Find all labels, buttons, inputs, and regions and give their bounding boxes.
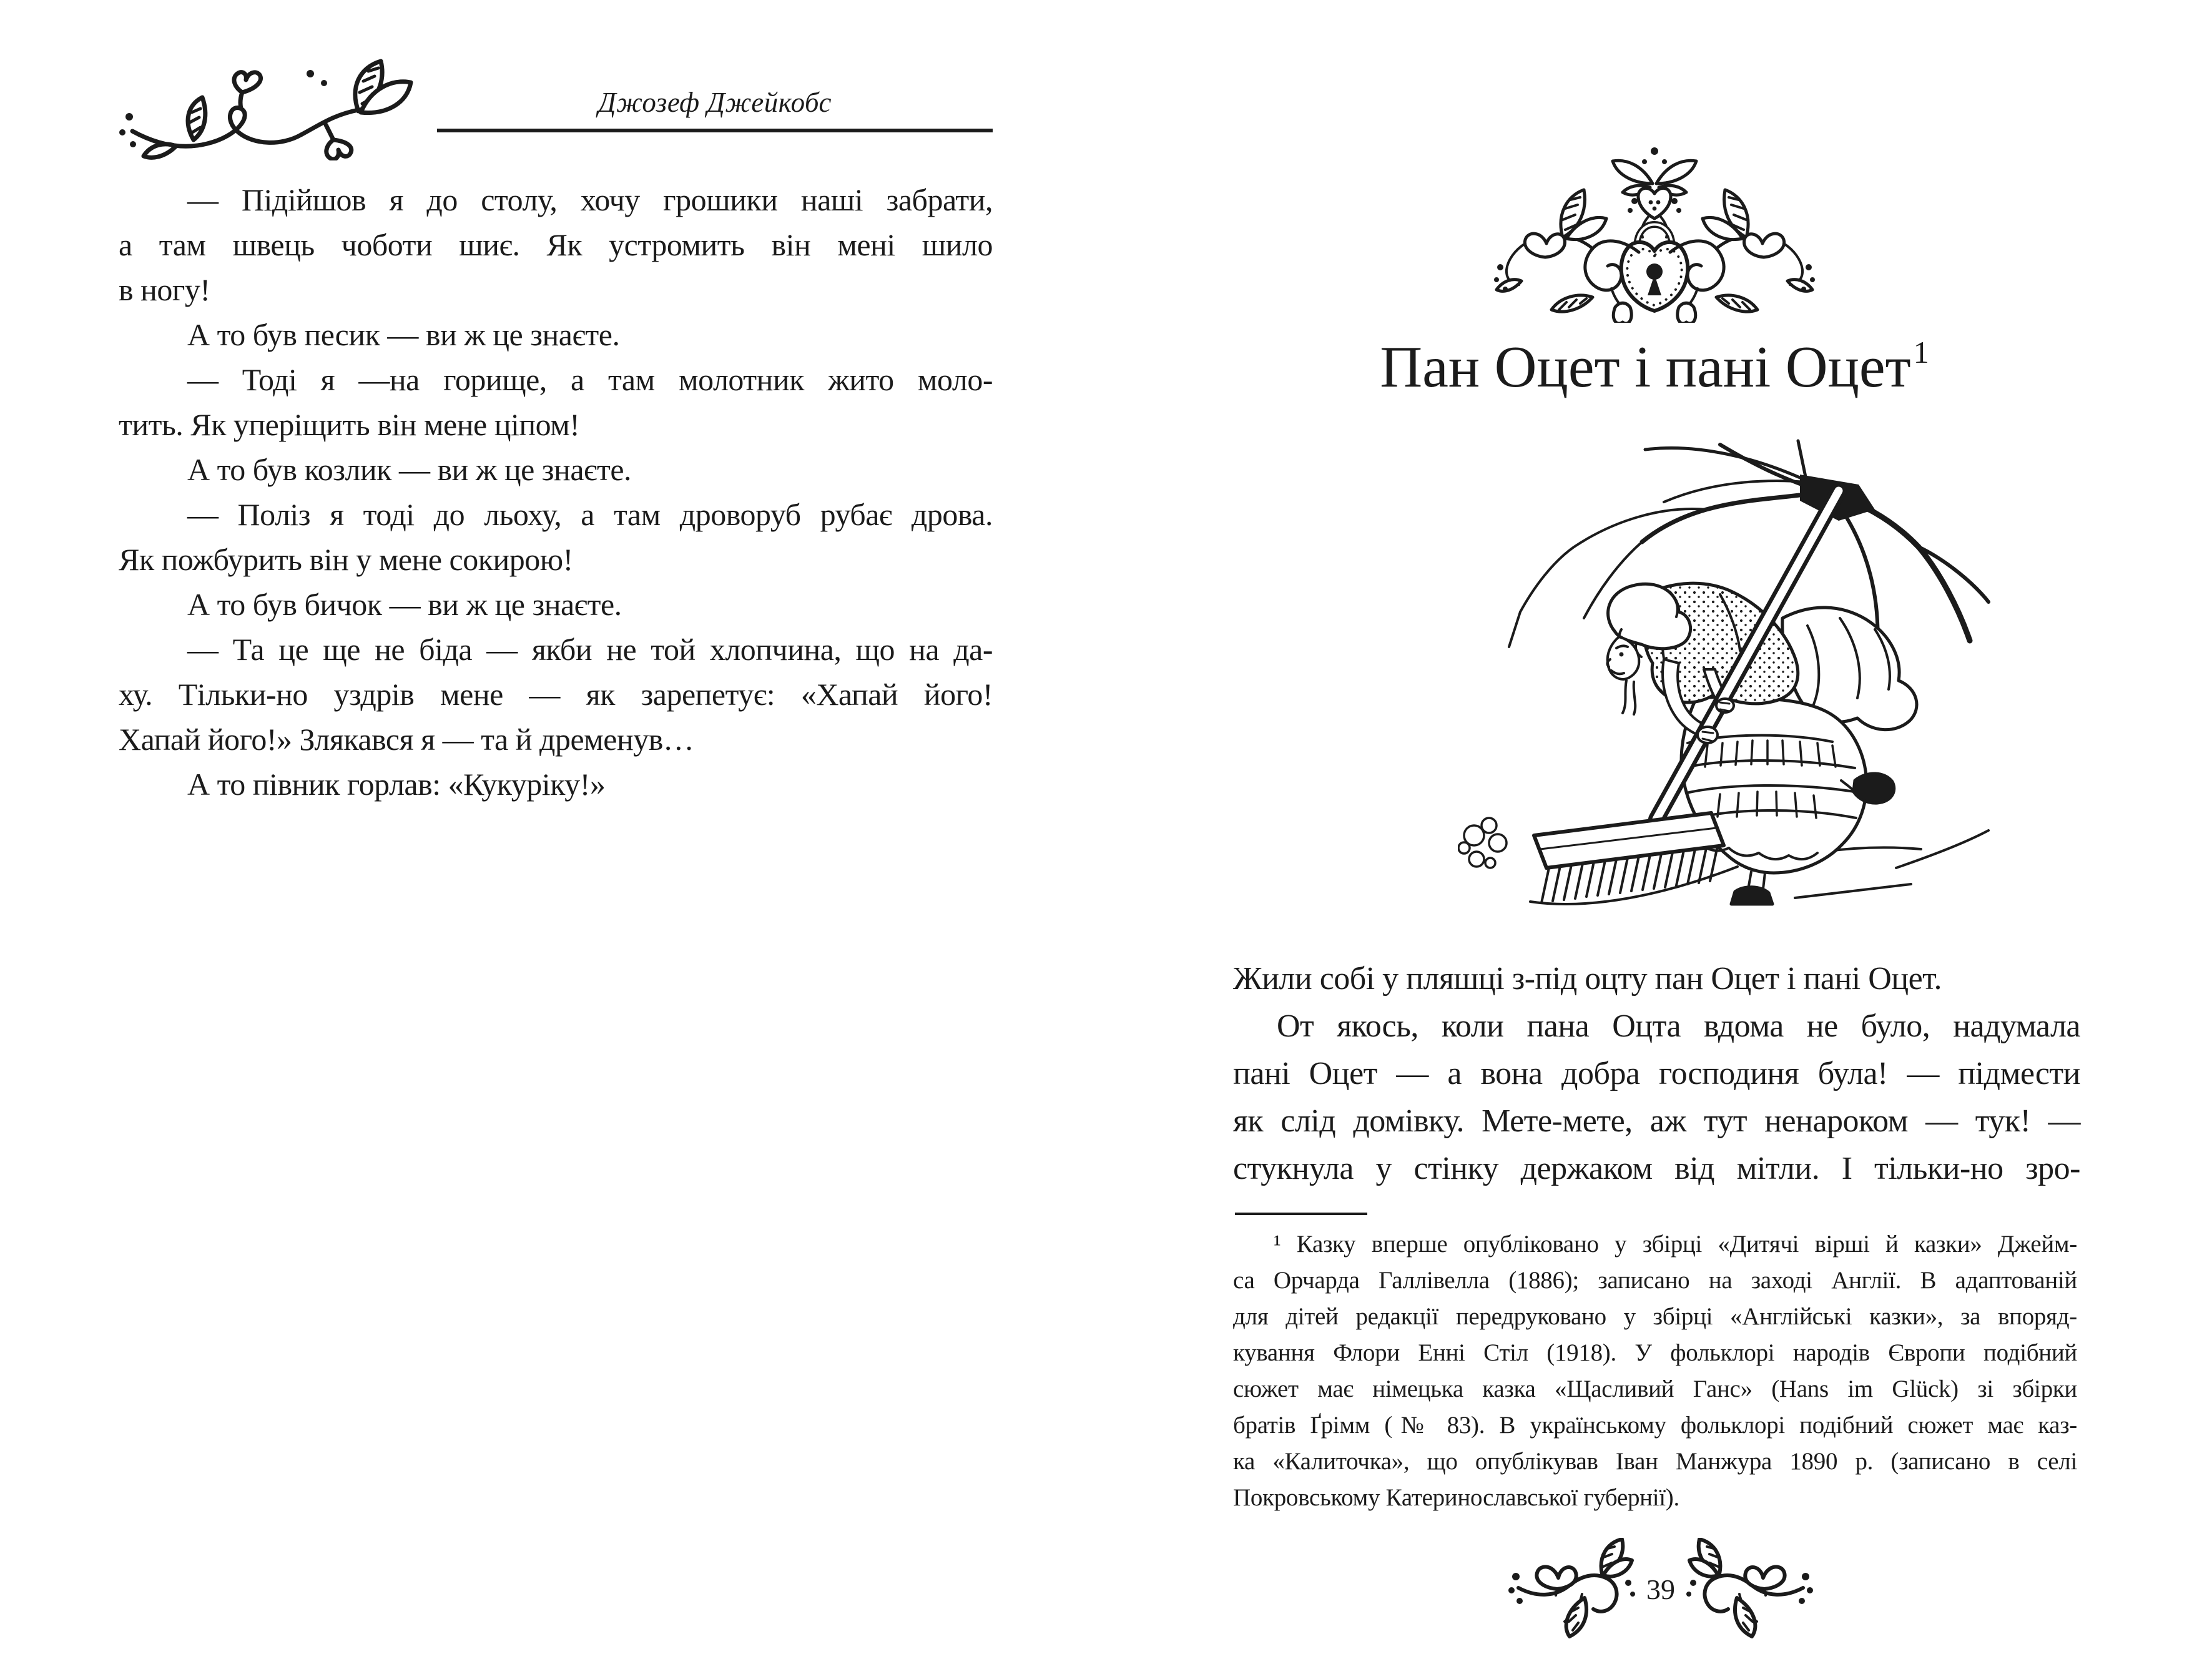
page-number: 39: [1646, 1573, 1675, 1605]
text-line: для дітей редакції передруковано у збірці «Англійські казки», за впоряд-: [1233, 1303, 2077, 1330]
text-line: пані Оцет — а вона добра господиня була! — підмести: [1233, 1056, 2080, 1091]
text-line: в ногу!: [119, 272, 210, 307]
left-page-body-text: [119, 177, 993, 807]
footnote-text: [1233, 1226, 2077, 1516]
text-line: сюжет має німецька казка «Щасливий Ганс» (Hans im Glück) зі збірки: [1233, 1376, 2077, 1402]
text-line: кування Флори Енні Стіл (1918). У фольклорі народів Європи подібний: [1233, 1339, 2077, 1366]
floral-flourish-icon: [114, 57, 432, 160]
text-line: — Підійшов я до столу, хочу грошики наші забрати,: [187, 182, 993, 217]
chapter-title: [1242, 330, 2067, 405]
footer-vine-ornament-icon: [1685, 1538, 1813, 1641]
right-page-body-text: [1233, 955, 2080, 1193]
footer-vine-ornament-icon: [1508, 1538, 1636, 1641]
footnote-separator: [1235, 1213, 1367, 1215]
text-line: як слід домівку. Мете-мете, аж тут ненароком — тук! —: [1233, 1103, 2080, 1139]
text-line: стукнула у стінку держаком від мітли. І тільки-но зро-: [1233, 1151, 2080, 1186]
text-line: тить. Як уперіщить він мене ціпом!: [119, 407, 580, 442]
text-line: — Тоді я —на горище, а там молотник жито моло-: [187, 362, 993, 397]
heart-padlock-ornament-icon: [1489, 145, 1820, 323]
text-line: А то півник горлав: «Кукуріку!»: [187, 767, 606, 802]
text-line: — Поліз я тоді до льоху, а там дроворуб рубає дрова.: [187, 497, 993, 532]
text-line: Покровському Катеринославської губернії).: [1233, 1484, 1679, 1511]
text-line: ¹ Казку вперше опубліковано у збірці «Дитячі вірші й казки» Джейм-: [1274, 1231, 2077, 1258]
text-line: А то був козлик — ви ж це знаєте.: [187, 452, 632, 487]
running-header: Джозеф Джейкобс: [597, 87, 832, 118]
text-line: Жили собі у пляшці з-під оцту пан Оцет і пані Оцет.: [1233, 961, 1942, 997]
footnote-reference: 1: [1913, 334, 1929, 370]
sweeping-woman-illustration: [1458, 431, 1992, 912]
page-footer: [1495, 1522, 1826, 1657]
text-line: А то був песик — ви ж це знаєте.: [187, 317, 620, 352]
text-line: братів Ґрімм (№ 83). В українському фольклорі подібний сюжет має каз-: [1233, 1412, 2077, 1439]
chapter-title-text: Пан Оцет і пані Оцет: [1380, 335, 1911, 400]
text-line: От якось, коли пана Оцта вдома не було, надумала: [1277, 1008, 2080, 1044]
text-line: А то був бичок — ви ж це знаєте.: [187, 587, 622, 622]
text-line: — Та це ще не біда — якби не той хлопчина, що на да-: [187, 632, 993, 667]
text-line: ху. Тільки-но уздрів мене — як зарепетує: «Хапай його!: [119, 677, 993, 712]
text-line: Хапай його!» Злякався я — та й дременув…: [119, 722, 694, 757]
text-line: Як пожбурить він у мене сокирою!: [119, 542, 573, 577]
text-line: са Орчарда Галлівелла (1886); записано на заході Англії. В адаптованій: [1233, 1267, 2077, 1294]
text-line: а там швець чоботи шиє. Як устромить він мені шило: [119, 227, 993, 262]
header-rule: [437, 129, 993, 132]
text-line: ка «Калиточка», що опублікував Іван Манжура 1890 р. (записано в селі: [1233, 1448, 2077, 1475]
